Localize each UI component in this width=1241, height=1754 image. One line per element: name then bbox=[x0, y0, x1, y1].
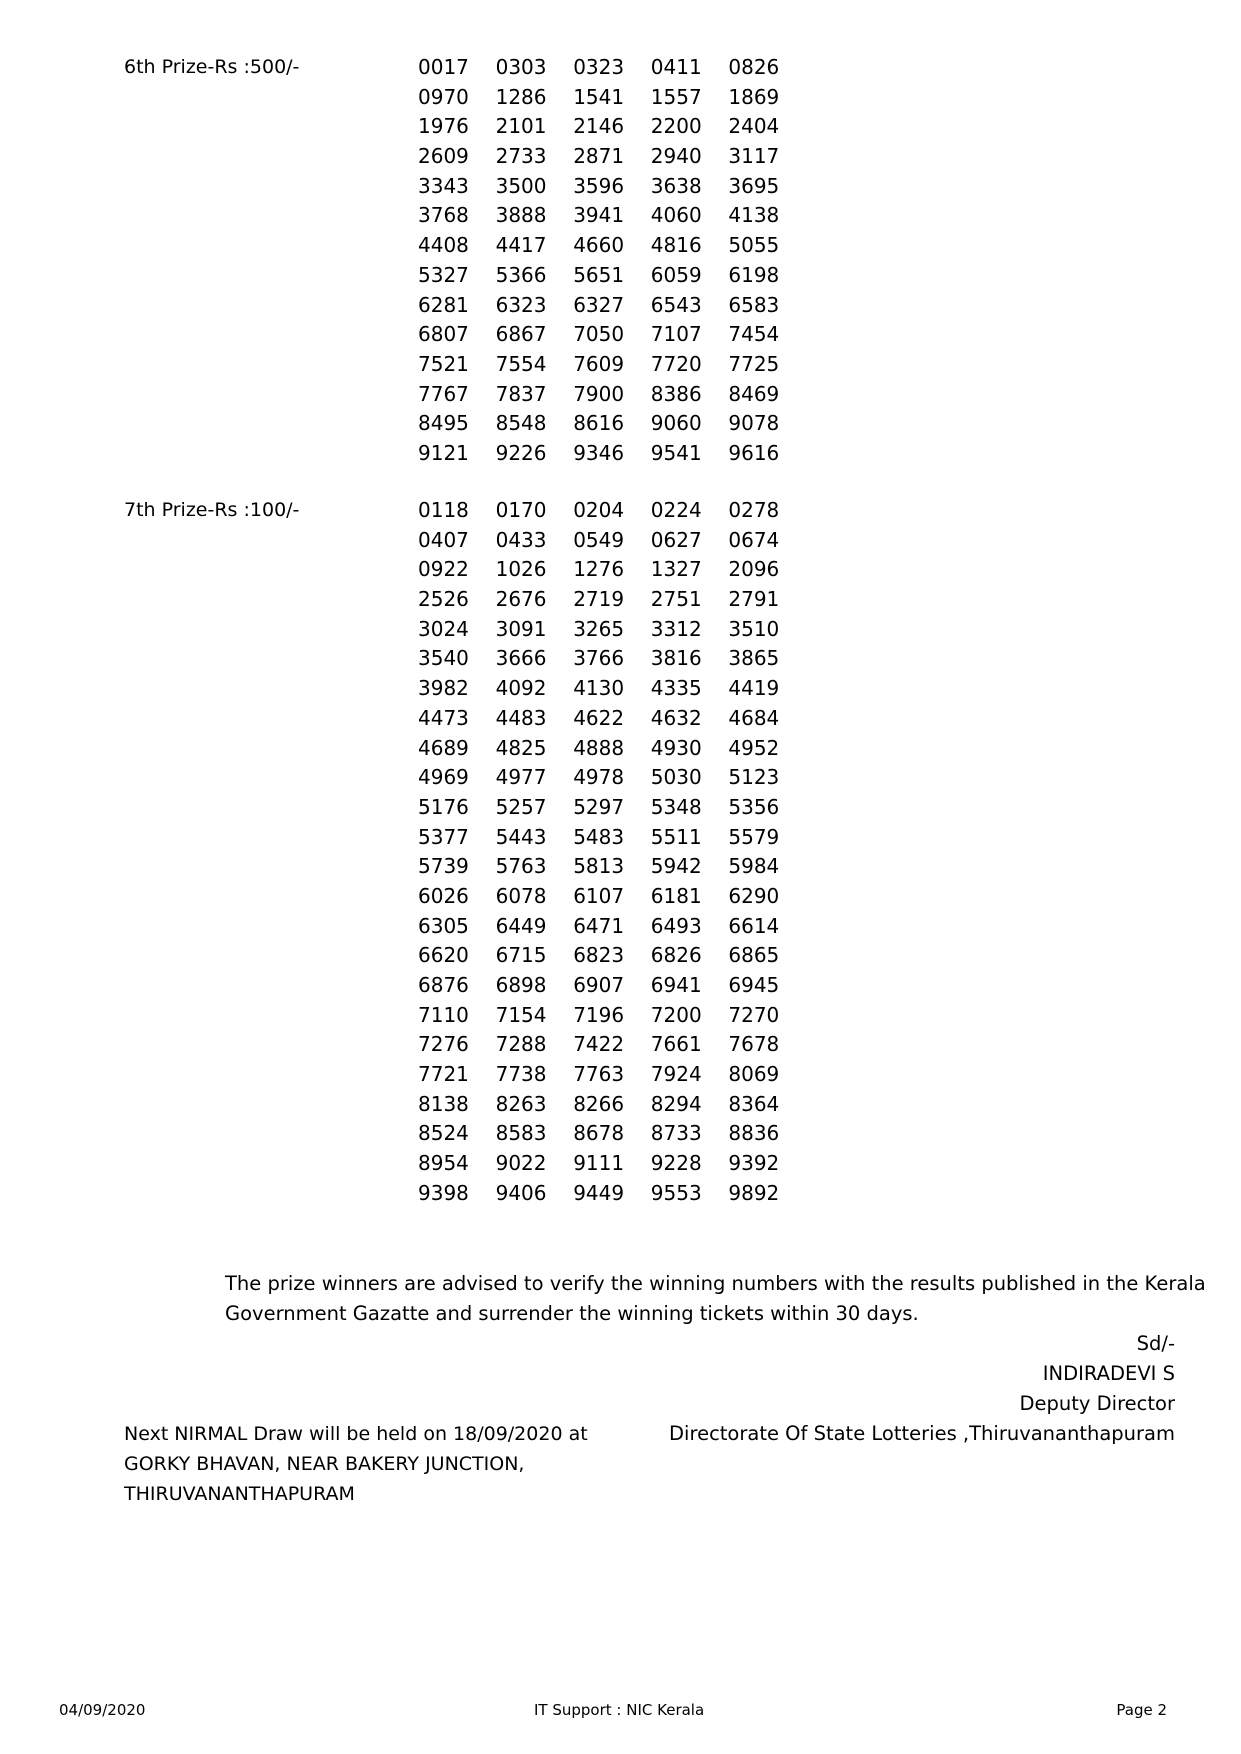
number-row bbox=[418, 555, 806, 585]
winning-number: 0017 bbox=[418, 55, 469, 79]
winning-number: 5366 bbox=[495, 262, 547, 287]
winning-number: 1026 bbox=[495, 557, 547, 582]
winning-number: 6865 bbox=[728, 943, 780, 968]
number-row bbox=[418, 320, 806, 350]
winning-number: 7661 bbox=[650, 1032, 702, 1057]
winning-number: 5356 bbox=[728, 794, 780, 819]
winning-number: 4888 bbox=[573, 735, 625, 760]
number-row bbox=[418, 1149, 806, 1179]
number-row bbox=[418, 350, 806, 380]
next-draw-line-1: Next NIRMAL Draw will be held on 18/09/2020 at bbox=[124, 1423, 588, 1445]
winning-number: 7110 bbox=[418, 1002, 469, 1027]
winning-number: 5813 bbox=[573, 854, 625, 879]
footer-support: IT Support : NIC Kerala bbox=[534, 1701, 705, 1719]
winning-number: 6898 bbox=[495, 973, 547, 997]
winning-number: 6471 bbox=[573, 913, 625, 938]
winning-number: 9226 bbox=[495, 440, 547, 465]
winning-number: 3343 bbox=[418, 173, 469, 198]
winning-number: 4825 bbox=[495, 735, 547, 760]
number-row bbox=[418, 734, 806, 764]
winning-number: 3695 bbox=[728, 173, 780, 198]
number-row bbox=[418, 852, 806, 882]
winning-number: 5483 bbox=[573, 824, 625, 849]
winning-number: 9406 bbox=[495, 1180, 547, 1205]
winning-number: 0118 bbox=[418, 498, 469, 522]
winning-number: 6941 bbox=[650, 973, 702, 997]
winning-number: 7200 bbox=[650, 1002, 702, 1027]
winning-number: 5377 bbox=[418, 824, 469, 849]
footer-date: 04/09/2020 bbox=[59, 1701, 146, 1719]
winning-number: 7924 bbox=[650, 1062, 702, 1087]
winning-number: 3024 bbox=[418, 616, 469, 641]
winning-number: 3091 bbox=[495, 616, 547, 641]
winning-number: 7107 bbox=[650, 322, 702, 347]
winning-number: 8616 bbox=[573, 411, 625, 436]
winning-number: 0204 bbox=[573, 498, 625, 522]
winning-number: 6290 bbox=[728, 883, 780, 908]
winning-number: 3816 bbox=[650, 646, 702, 671]
winning-number: 8069 bbox=[728, 1062, 780, 1087]
winning-number: 4632 bbox=[650, 705, 702, 730]
winning-number: 0826 bbox=[728, 55, 780, 79]
number-row bbox=[418, 1179, 806, 1209]
winning-number: 7454 bbox=[728, 322, 780, 347]
winning-number: 0303 bbox=[495, 55, 547, 79]
winning-number: 0407 bbox=[418, 527, 469, 552]
winning-number: 5297 bbox=[573, 794, 625, 819]
winning-number: 4622 bbox=[573, 705, 625, 730]
winning-number: 4689 bbox=[418, 735, 469, 760]
winning-number: 7837 bbox=[495, 381, 547, 406]
winning-number: 3941 bbox=[573, 203, 625, 228]
winning-number: 9121 bbox=[418, 440, 469, 465]
winning-number: 3888 bbox=[495, 203, 547, 228]
number-row bbox=[418, 674, 806, 704]
winning-number: 9616 bbox=[728, 440, 780, 465]
winning-number: 4473 bbox=[418, 705, 469, 730]
winning-number: 5123 bbox=[728, 765, 780, 790]
winning-number: 0170 bbox=[495, 498, 547, 522]
winning-number: 0278 bbox=[728, 498, 780, 522]
winning-number: 5763 bbox=[495, 854, 547, 879]
winning-number: 3766 bbox=[573, 646, 625, 671]
winning-number: 2940 bbox=[650, 144, 702, 169]
winning-number: 7554 bbox=[495, 351, 547, 376]
winning-number: 6198 bbox=[728, 262, 780, 287]
signature-designation: Deputy Director bbox=[1019, 1392, 1175, 1415]
winning-number: 6945 bbox=[728, 973, 780, 997]
number-row bbox=[418, 615, 806, 645]
winning-number: 8524 bbox=[418, 1121, 469, 1146]
winning-number: 6543 bbox=[650, 292, 702, 317]
winning-number: 5348 bbox=[650, 794, 702, 819]
number-row bbox=[418, 291, 806, 321]
winning-number: 0411 bbox=[650, 55, 702, 79]
signature-name: INDIRADEVI S bbox=[1042, 1362, 1175, 1385]
number-row bbox=[418, 971, 806, 1001]
winning-number: 3596 bbox=[573, 173, 625, 198]
winning-number: 7521 bbox=[418, 351, 469, 376]
winning-number: 3117 bbox=[728, 144, 780, 169]
winning-number: 8583 bbox=[495, 1121, 547, 1146]
winning-number: 5327 bbox=[418, 262, 469, 287]
winning-number: 2791 bbox=[728, 587, 780, 612]
prize-grid-7th bbox=[418, 496, 806, 1209]
number-row bbox=[418, 83, 806, 113]
prize-label-7th: 7th Prize-Rs :100/- bbox=[124, 499, 300, 521]
winning-number: 4977 bbox=[495, 765, 547, 790]
winning-number: 1327 bbox=[650, 557, 702, 582]
winning-number: 6449 bbox=[495, 913, 547, 938]
winning-number: 4130 bbox=[573, 676, 625, 701]
winning-number: 6181 bbox=[650, 883, 702, 908]
winning-number: 4483 bbox=[495, 705, 547, 730]
winning-number: 8548 bbox=[495, 411, 547, 436]
winning-number: 3768 bbox=[418, 203, 469, 228]
winning-number: 9541 bbox=[650, 440, 702, 465]
winning-number: 7763 bbox=[573, 1062, 625, 1087]
next-draw-line-3: THIRUVANANTHAPURAM bbox=[124, 1483, 355, 1505]
winning-number: 5511 bbox=[650, 824, 702, 849]
winning-number: 5443 bbox=[495, 824, 547, 849]
winning-number: 4417 bbox=[495, 233, 547, 258]
winning-number: 4978 bbox=[573, 765, 625, 790]
winning-number: 9392 bbox=[728, 1151, 780, 1176]
number-row bbox=[418, 1001, 806, 1031]
number-row bbox=[418, 231, 806, 261]
winning-number: 6305 bbox=[418, 913, 469, 938]
footer-page-number: Page 2 bbox=[1116, 1701, 1167, 1719]
winning-number: 5984 bbox=[728, 854, 780, 879]
winning-number: 2404 bbox=[728, 114, 780, 139]
winning-number: 8954 bbox=[418, 1151, 469, 1176]
prize-label-6th: 6th Prize-Rs :500/- bbox=[124, 56, 300, 78]
winning-number: 8733 bbox=[650, 1121, 702, 1146]
winning-number: 1869 bbox=[728, 84, 780, 109]
winning-number: 2200 bbox=[650, 114, 702, 139]
winning-number: 9346 bbox=[573, 440, 625, 465]
winning-number: 6059 bbox=[650, 262, 702, 287]
winning-number: 0323 bbox=[573, 55, 625, 79]
notice-line-2: Government Gazatte and surrender the winning tickets within 30 days. bbox=[225, 1302, 919, 1325]
winning-number: 8469 bbox=[728, 381, 780, 406]
winning-number: 4335 bbox=[650, 676, 702, 701]
number-row bbox=[418, 1030, 806, 1060]
winning-number: 9892 bbox=[728, 1180, 780, 1205]
winning-number: 7721 bbox=[418, 1062, 469, 1087]
winning-number: 7288 bbox=[495, 1032, 547, 1057]
winning-number: 6493 bbox=[650, 913, 702, 938]
winning-number: 9398 bbox=[418, 1180, 469, 1205]
next-draw-line-2: GORKY BHAVAN, NEAR BAKERY JUNCTION, bbox=[124, 1453, 525, 1475]
winning-number: 3638 bbox=[650, 173, 702, 198]
winning-number: 4408 bbox=[418, 233, 469, 258]
winning-number: 4060 bbox=[650, 203, 702, 228]
number-row bbox=[418, 142, 806, 172]
winning-number: 9553 bbox=[650, 1180, 702, 1205]
winning-number: 1541 bbox=[573, 84, 625, 109]
winning-number: 9111 bbox=[573, 1151, 625, 1176]
winning-number: 9060 bbox=[650, 411, 702, 436]
winning-number: 8266 bbox=[573, 1091, 625, 1116]
prize-grid-6th bbox=[418, 53, 806, 469]
winning-number: 7900 bbox=[573, 381, 625, 406]
signature-sd: Sd/- bbox=[1136, 1332, 1175, 1355]
notice-line-1: The prize winners are advised to verify the winning numbers with the results published in the Kerala bbox=[225, 1272, 1206, 1295]
number-row bbox=[418, 644, 806, 674]
winning-number: 4952 bbox=[728, 735, 780, 760]
winning-number: 5651 bbox=[573, 262, 625, 287]
winning-number: 8294 bbox=[650, 1091, 702, 1116]
winning-number: 9022 bbox=[495, 1151, 547, 1176]
number-row bbox=[418, 1090, 806, 1120]
winning-number: 2751 bbox=[650, 587, 702, 612]
winning-number: 0627 bbox=[650, 527, 702, 552]
winning-number: 8386 bbox=[650, 381, 702, 406]
winning-number: 3510 bbox=[728, 616, 780, 641]
winning-number: 6107 bbox=[573, 883, 625, 908]
winning-number: 5055 bbox=[728, 233, 780, 258]
winning-number: 0970 bbox=[418, 84, 469, 109]
winning-number: 7154 bbox=[495, 1002, 547, 1027]
winning-number: 8263 bbox=[495, 1091, 547, 1116]
winning-number: 6078 bbox=[495, 883, 547, 908]
winning-number: 6826 bbox=[650, 943, 702, 968]
winning-number: 9228 bbox=[650, 1151, 702, 1176]
winning-number: 0674 bbox=[728, 527, 780, 552]
winning-number: 5739 bbox=[418, 854, 469, 879]
winning-number: 6620 bbox=[418, 943, 469, 968]
winning-number: 7725 bbox=[728, 351, 780, 376]
winning-number: 6807 bbox=[418, 322, 469, 347]
number-row bbox=[418, 1119, 806, 1149]
winning-number: 4092 bbox=[495, 676, 547, 701]
winning-number: 0549 bbox=[573, 527, 625, 552]
winning-number: 5257 bbox=[495, 794, 547, 819]
number-row bbox=[418, 112, 806, 142]
number-row bbox=[418, 882, 806, 912]
winning-number: 6323 bbox=[495, 292, 547, 317]
winning-number: 0922 bbox=[418, 557, 469, 582]
winning-number: 1286 bbox=[495, 84, 547, 109]
winning-number: 8678 bbox=[573, 1121, 625, 1146]
number-row bbox=[418, 526, 806, 556]
winning-number: 6907 bbox=[573, 973, 625, 997]
winning-number: 7050 bbox=[573, 322, 625, 347]
winning-number: 0433 bbox=[495, 527, 547, 552]
number-row bbox=[418, 1060, 806, 1090]
winning-number: 2609 bbox=[418, 144, 469, 169]
winning-number: 3500 bbox=[495, 173, 547, 198]
winning-number: 6327 bbox=[573, 292, 625, 317]
winning-number: 8836 bbox=[728, 1121, 780, 1146]
winning-number: 4930 bbox=[650, 735, 702, 760]
winning-number: 2733 bbox=[495, 144, 547, 169]
winning-number: 6876 bbox=[418, 973, 469, 997]
winning-number: 6583 bbox=[728, 292, 780, 317]
winning-number: 7270 bbox=[728, 1002, 780, 1027]
winning-number: 7720 bbox=[650, 351, 702, 376]
number-row bbox=[418, 409, 806, 439]
winning-number: 3982 bbox=[418, 676, 469, 701]
winning-number: 6281 bbox=[418, 292, 469, 317]
winning-number: 3265 bbox=[573, 616, 625, 641]
number-row bbox=[418, 763, 806, 793]
winning-number: 6715 bbox=[495, 943, 547, 968]
notice-paragraph bbox=[225, 1269, 1206, 1329]
winning-number: 1276 bbox=[573, 557, 625, 582]
winning-number: 7738 bbox=[495, 1062, 547, 1087]
winning-number: 8364 bbox=[728, 1091, 780, 1116]
winning-number: 6614 bbox=[728, 913, 780, 938]
winning-number: 9078 bbox=[728, 411, 780, 436]
winning-number: 3312 bbox=[650, 616, 702, 641]
number-row bbox=[418, 496, 806, 526]
winning-number: 7678 bbox=[728, 1032, 780, 1057]
winning-number: 4660 bbox=[573, 233, 625, 258]
winning-number: 7276 bbox=[418, 1032, 469, 1057]
number-row bbox=[418, 439, 806, 469]
number-row bbox=[418, 793, 806, 823]
signature-office: Directorate Of State Lotteries ,Thiruvananthapuram bbox=[669, 1422, 1175, 1445]
winning-number: 2146 bbox=[573, 114, 625, 139]
winning-number: 2526 bbox=[418, 587, 469, 612]
winning-number: 5942 bbox=[650, 854, 702, 879]
winning-number: 3540 bbox=[418, 646, 469, 671]
winning-number: 7196 bbox=[573, 1002, 625, 1027]
winning-number: 9449 bbox=[573, 1180, 625, 1205]
winning-number: 8495 bbox=[418, 411, 469, 436]
winning-number: 4969 bbox=[418, 765, 469, 790]
winning-number: 2676 bbox=[495, 587, 547, 612]
number-row bbox=[418, 172, 806, 202]
winning-number: 2101 bbox=[495, 114, 547, 139]
number-row bbox=[418, 941, 806, 971]
number-row bbox=[418, 201, 806, 231]
number-row bbox=[418, 912, 806, 942]
winning-number: 8138 bbox=[418, 1091, 469, 1116]
winning-number: 4138 bbox=[728, 203, 780, 228]
winning-number: 3865 bbox=[728, 646, 780, 671]
winning-number: 7609 bbox=[573, 351, 625, 376]
winning-number: 2719 bbox=[573, 587, 625, 612]
number-row bbox=[418, 53, 806, 83]
winning-number: 5579 bbox=[728, 824, 780, 849]
winning-number: 6026 bbox=[418, 883, 469, 908]
winning-number: 5176 bbox=[418, 794, 469, 819]
winning-number: 0224 bbox=[650, 498, 702, 522]
winning-number: 7422 bbox=[573, 1032, 625, 1057]
winning-number: 2096 bbox=[728, 557, 780, 582]
winning-number: 2871 bbox=[573, 144, 625, 169]
number-row bbox=[418, 261, 806, 291]
winning-number: 5030 bbox=[650, 765, 702, 790]
winning-number: 4816 bbox=[650, 233, 702, 258]
number-row bbox=[418, 585, 806, 615]
winning-number: 7767 bbox=[418, 381, 469, 406]
winning-number: 1557 bbox=[650, 84, 702, 109]
winning-number: 6867 bbox=[495, 322, 547, 347]
number-row bbox=[418, 380, 806, 410]
number-row bbox=[418, 704, 806, 734]
winning-number: 6823 bbox=[573, 943, 625, 968]
winning-number: 4419 bbox=[728, 676, 780, 701]
winning-number: 1976 bbox=[418, 114, 469, 139]
winning-number: 4684 bbox=[728, 705, 780, 730]
winning-number: 3666 bbox=[495, 646, 547, 671]
number-row bbox=[418, 823, 806, 853]
